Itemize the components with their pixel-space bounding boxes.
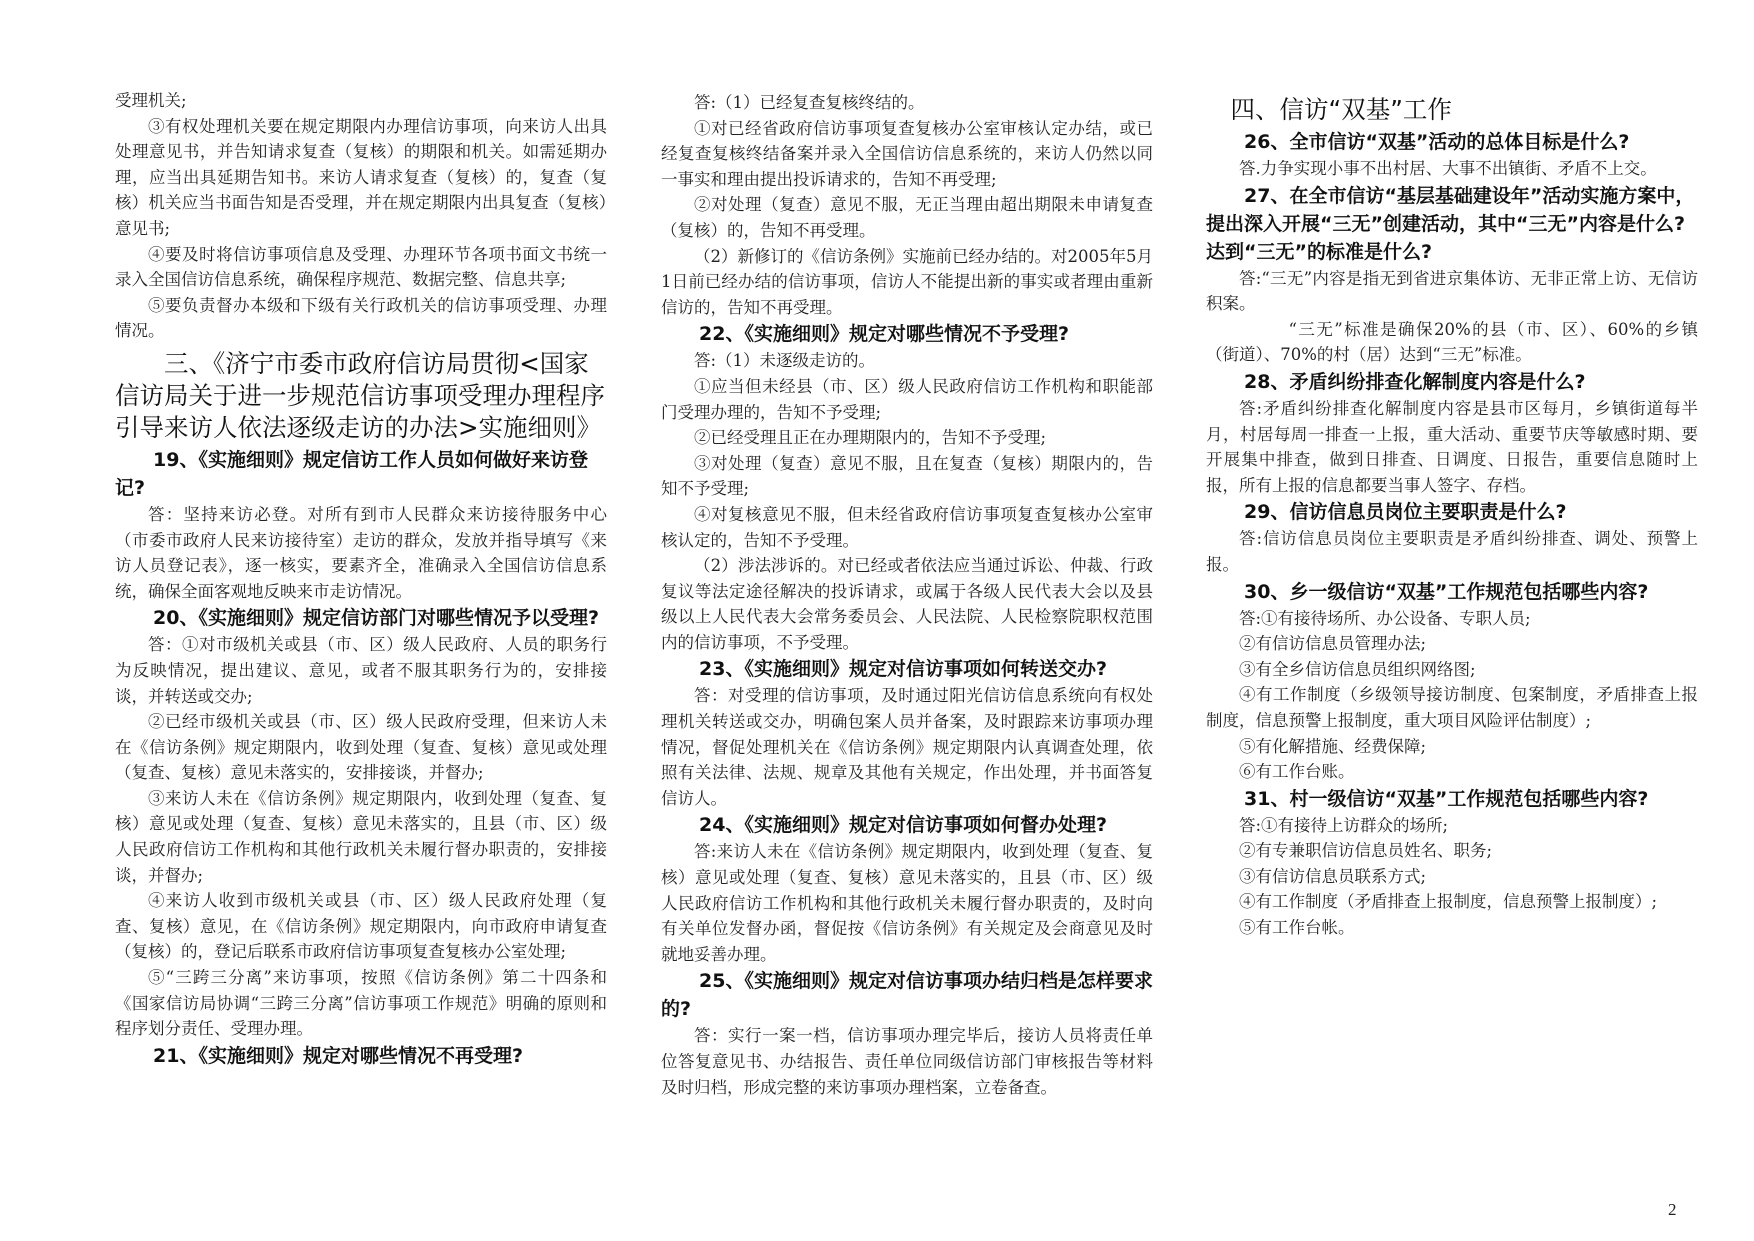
- paragraph: （2）新修订的《信访条例》实施前已经办结的。对2005年5月1日前已经办结的信访事项，信访人不能提出新的事实或者理由重新信访的，告知不再受理。: [661, 246, 1153, 317]
- paragraph: 答：实行一案一档，信访事项办理完毕后，接访人员将责任单位答复意见书、办结报告、责任单位同级信访部门审核报告等材料及时归档，形成完整的来访事项办理档案，立卷备查。: [661, 1026, 1153, 1097]
- question-heading: 28、矛盾纠纷排查化解制度内容是什么?: [1244, 370, 1586, 393]
- question-heading: 25、《实施细则》规定对信访事项办结归档是怎样要求的?: [661, 970, 1153, 1021]
- paragraph: 答:矛盾纠纷排查化解制度内容是县市区每月，乡镇街道每半月，村居每周一排查一上报，重大活动、重要节庆等敏感时期、要开展集中排查，做到日排查、日调度、日报告，重要信息随时上报，所有上报的信息都要当事人签字、存档。: [1206, 398, 1698, 495]
- column-left: [115, 88, 607, 1070]
- question-heading: 26、全市信访“双基”活动的总体目标是什么?: [1244, 131, 1630, 153]
- paragraph: 受理机关;: [115, 91, 187, 110]
- paragraph: ①应当但未经县（市、区）级人民政府信访工作机构和职能部门受理办理的，告知不予受理;: [661, 376, 1153, 422]
- paragraph: 答:来访人未在《信访条例》规定期限内，收到处理（复查、复核）意见或处理（复查、复核）意见未落实的，且县（市、区）级人民政府信访工作机构和其他行政机关未履行督办职责的，及时向有关单位发督办函，督促按《信访条例》有关规定及会商意见及时就地妥善办理。: [661, 842, 1153, 964]
- question-heading: 21、《实施细则》规定对哪些情况不再受理?: [153, 1044, 523, 1067]
- paragraph: 答：①对市级机关或县（市、区）级人民政府、人员的职务行为反映情况，提出建议、意见，或者不服其职务行为的，安排接谈，并转送或交办;: [115, 635, 607, 706]
- question-heading: 23、《实施细则》规定对信访事项如何转送交办?: [699, 658, 1107, 681]
- paragraph: 答:①有接待上访群众的场所;: [1239, 815, 1449, 835]
- paragraph: ④有工作制度（矛盾排查上报制度，信息预警上报制度）;: [1239, 892, 1658, 912]
- paragraph: ②已经市级机关或县（市、区）级人民政府受理，但来访人未在《信访条例》规定期限内，收到处理（复查、复核）意见或处理（复查、复核）意见未落实的，安排接谈，并督办;: [115, 712, 607, 783]
- question-heading: 31、村一级信访“双基”工作规范包括哪些内容?: [1244, 787, 1649, 810]
- paragraph: ⑤“三跨三分离”来访事项，按照《信访条例》第二十四条和《国家信访局协调“三跨三分离”信访事项工作规范》明确的原则和程序划分责任、受理办理。: [115, 968, 607, 1039]
- paragraph: 答：坚持来访必登。对所有到市人民群众来访接待服务中心（市委市政府人民来访接待室）走访的群众，发放并指导填写《来访人员登记表》，逐一核实，要素齐全，准确录入全国信访信息系统，确保全面客观地反映来市走访情况。: [115, 504, 607, 601]
- question-heading: 30、乡一级信访“双基”工作规范包括哪些内容?: [1244, 580, 1649, 603]
- paragraph: ③对处理（复查）意见不服，且在复查（复核）期限内的，告知不予受理;: [661, 453, 1153, 499]
- paragraph: ③来访人未在《信访条例》规定期限内，收到处理（复查、复核）意见或处理（复查、复核）意见未落实的，且县（市、区）级人民政府信访工作机构和其他行政机关未履行督办职责的，安排接谈，并督办;: [115, 788, 607, 885]
- paragraph: ②有信访信息员管理办法;: [1239, 634, 1427, 654]
- paragraph: ①对已经省政府信访事项复查复核办公室审核认定办结，或已经复查复核终结备案并录入全国信访信息系统的，来访人仍然以同一事实和理由提出投诉请求的，告知不再受理;: [661, 118, 1153, 189]
- section-heading: 三、《济宁市委市政府信访局贯彻<国家信访局关于进一步规范信访事项受理办理程序引导来访人依法逐级走访的办法>实施细则》: [115, 348, 605, 442]
- paragraph: ⑤有工作台帐。: [1239, 918, 1355, 938]
- column-right: [1206, 90, 1698, 941]
- paragraph: ④要及时将信访事项信息及受理、办理环节各项书面文书统一录入全国信访信息系统，确保程序规范、数据完整、信息共享;: [115, 244, 607, 290]
- paragraph: 答.力争实现小事不出村居、大事不出镇街、矛盾不上交。: [1239, 159, 1657, 178]
- paragraph: “三无”标准是确保20%的县（市、区）、60%的乡镇（街道）、70%的村（居）达到“三无”标准。: [1206, 319, 1698, 365]
- paragraph: ②已经受理且正在办理期限内的，告知不予受理;: [694, 428, 1047, 448]
- paragraph: （2）涉法涉诉的。对已经或者依法应当通过诉讼、仲裁、行政复议等法定途径解决的投诉请求，或属于各级人民代表大会以及县级以上人民代表大会常务委员会、人民法院、人民检察院职权范围内的信访事项，不予受理。: [661, 556, 1153, 652]
- paragraph: 答:（1）已经复查复核终结的。: [694, 93, 925, 112]
- column-middle: [661, 90, 1153, 1100]
- section-heading: 四、信访“双基”工作: [1230, 95, 1452, 124]
- paragraph: ⑤有化解措施、经费保障;: [1239, 736, 1427, 756]
- question-heading: 22、《实施细则》规定对哪些情况不予受理?: [699, 323, 1069, 346]
- paragraph: ④来访人收到市级机关或县（市、区）级人民政府处理（复查、复核）意见，在《信访条例》规定期限内，向市政府申请复查（复核）的，登记后联系市政府信访事项复查复核办公室处理;: [115, 891, 607, 962]
- paragraph: ③有信访信息员联系方式;: [1239, 866, 1427, 886]
- paragraph: 答:“三无”内容是指无到省进京集体访、无非正常上访、无信访积案。: [1206, 268, 1698, 314]
- paragraph: ③有权处理机关要在规定期限内办理信访事项，向来访人出具处理意见书，并告知请求复查（复核）的期限和机关。如需延期办理，应当出具延期告知书。来访人请求复查（复核）的，复查（复核）机关应当书面告知是否受理，并在规定期限内出具复查（复核）意见书;: [115, 116, 607, 238]
- question-heading: 29、信访信息员岗位主要职责是什么?: [1244, 501, 1567, 524]
- question-heading: 24、《实施细则》规定对信访事项如何督办处理?: [699, 814, 1107, 837]
- paragraph: ③有全乡信访信息员组织网络图;: [1239, 659, 1476, 679]
- paragraph: ②对处理（复查）意见不服，无正当理由超出期限未申请复查（复核）的，告知不再受理。: [661, 195, 1153, 240]
- paragraph: ④有工作制度（乡级领导接访制度、包案制度，矛盾排查上报制度，信息预警上报制度，重大项目风险评估制度）;: [1206, 685, 1698, 730]
- question-heading: 19、《实施细则》规定信访工作人员如何做好来访登记?: [115, 448, 588, 499]
- question-heading: 27、在全市信访“基层基础建设年”活动实施方案中，提出深入开展“三无”创建活动，其中“三无”内容是什么?达到“三无”的标准是什么?: [1206, 184, 1695, 263]
- question-heading: 20、《实施细则》规定信访部门对哪些情况予以受理?: [153, 607, 599, 630]
- paragraph: 答:信访信息员岗位主要职责是矛盾纠纷排查、调处、预警上报。: [1206, 529, 1698, 574]
- paragraph: ⑤要负责督办本级和下级有关行政机关的信访事项受理、办理情况。: [115, 295, 607, 341]
- paragraph: 答:①有接待场所、办公设备、专职人员;: [1239, 608, 1531, 628]
- paragraph: 答：对受理的信访事项，及时通过阳光信访信息系统向有权处理机关转送或交办，明确包案人员并备案，及时跟踪来访事项办理情况，督促处理机关在《信访条例》规定期限内认真调查处理，依照有关法律、法规、规章及其他有关规定，作出处理，并书面答复信访人。: [661, 686, 1153, 808]
- paragraph: ②有专兼职信访信息员姓名、职务;: [1239, 841, 1493, 861]
- paragraph: ④对复核意见不服，但未经省政府信访事项复查复核办公室审核认定的，告知不予受理。: [661, 504, 1153, 550]
- paragraph: 答:（1）未逐级走访的。: [694, 351, 876, 371]
- paragraph: ⑥有工作台账。: [1239, 762, 1355, 782]
- page-number: 2: [1668, 1200, 1677, 1219]
